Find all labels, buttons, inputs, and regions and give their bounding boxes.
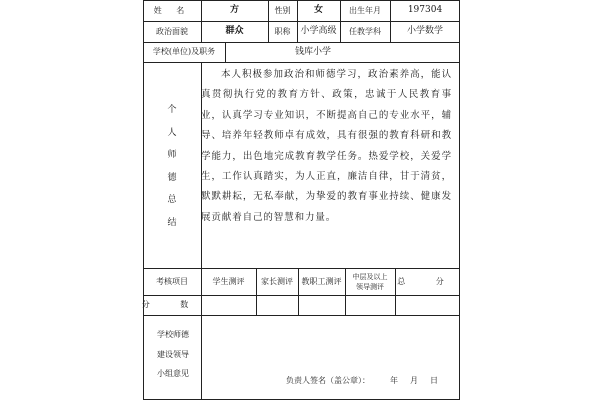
opinion-side-line: 学校师德 (157, 330, 189, 339)
opinion-side-label (149, 325, 197, 384)
rule-row3 (143, 62, 460, 63)
total-label: 总 分 (397, 276, 458, 286)
summary-text: 本人积极参加政治和师德学习，政治素养高，能认真贯彻执行党的教育方针、政策，忠诚于人民教育事业，认真学习专业知识，不断提高自己的专业水平，辅导、培养年轻教师卓有成效，具有很强的教育科研和教学能力，出色地完成教育教学任务。热爱学校，关爱学生，工作认真踏实，为人正直，廉洁自律，甘于清贫，默默耕耘，无私奉献，为挚爱的教育事业持续、健康发展贡献着自己的智慧和力量。 (201, 69, 452, 223)
parent-eval-label: 家长测评 (261, 276, 293, 286)
title-label: 职称 (274, 26, 291, 36)
school-value: 钱库小学 (294, 46, 331, 57)
summary-side-char: 结 (167, 217, 177, 228)
name-value: 方 (229, 5, 239, 15)
subject-value: 小学数学 (406, 26, 443, 36)
summary-side-char: 德 (167, 172, 177, 183)
birth-label: 出生年月 (349, 5, 381, 15)
year-label: 年 (390, 376, 398, 385)
month-label: 月 (410, 376, 418, 385)
name-label: 姓 名 (153, 5, 191, 15)
summary-side-char: 个 (167, 105, 177, 115)
opinion-side-line: 小组意见 (157, 369, 189, 378)
assessment-item-label: 考核项目 (156, 276, 188, 286)
political-value: 群众 (225, 26, 244, 36)
opinion-side-line: 建设领导 (157, 349, 189, 359)
student-score-cell[interactable] (201, 295, 256, 315)
school-label: 学校(单位)及职务 (152, 47, 216, 56)
student-eval-label: 学生测评 (212, 276, 245, 286)
summary-side-char: 师 (167, 150, 177, 161)
parent-score-cell[interactable] (256, 295, 298, 315)
gender-label: 性别 (274, 5, 291, 15)
gender-value: 女 (313, 5, 323, 15)
staff-eval-label: 教职工测评 (301, 276, 342, 286)
summary-side-label (143, 102, 201, 228)
opinion-field[interactable] (201, 315, 460, 371)
leader-score-cell[interactable] (345, 295, 395, 315)
subject-label: 任教学科 (349, 26, 381, 36)
total-score-cell[interactable] (395, 295, 460, 315)
summary-side-char: 总 (167, 195, 177, 206)
title-value: 小学高级 (300, 26, 337, 36)
day-label: 日 (430, 376, 438, 385)
birth-value: 197304 (407, 5, 443, 15)
signature-label: 负责人签名（盖公章）： (286, 376, 370, 385)
score-label: 分 数 (141, 300, 203, 309)
staff-score-cell[interactable] (298, 295, 345, 315)
political-label: 政治面貌 (156, 26, 188, 36)
leader-eval-label: 中层及以上领导测评 (352, 272, 388, 291)
summary-side-char: 人 (167, 127, 177, 138)
